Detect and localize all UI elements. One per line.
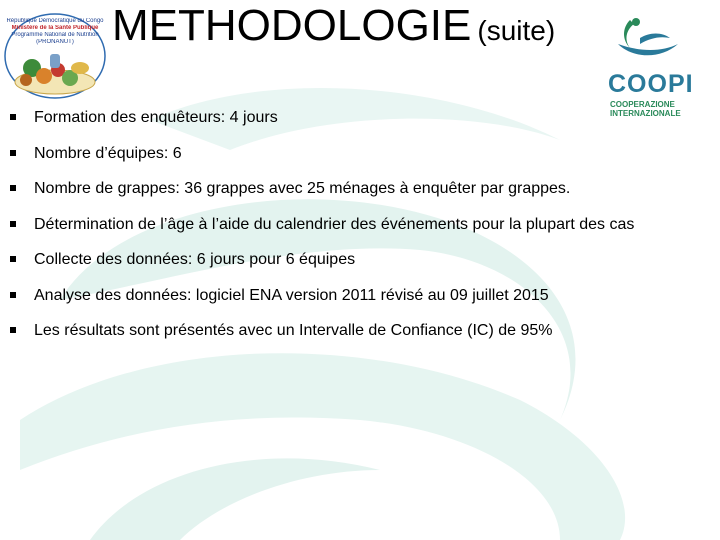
logo-line-country: République Démocratique du Congo — [6, 18, 104, 24]
bullet-icon — [10, 221, 16, 227]
coopi-subtitle-2: INTERNAZIONALE — [610, 109, 681, 118]
bullet-icon — [10, 292, 16, 298]
bullet-icon — [10, 114, 16, 120]
methodology-list — [0, 108, 720, 357]
title-sub: (suite) — [477, 15, 556, 46]
title-main: METHODOLOGIE — [112, 1, 472, 50]
list-item — [0, 144, 720, 180]
pronanut-logo — [2, 10, 108, 102]
bullet-icon — [10, 150, 16, 156]
list-item-text: Formation des enquêteurs: 4 jours — [34, 109, 278, 126]
coopi-subtitle-1: COOPERAZIONE — [610, 100, 675, 109]
list-item-text: Détermination de l’âge à l’aide du calendrier des événements pour la plupart des cas — [34, 215, 635, 233]
list-item — [0, 108, 720, 144]
coopi-logo — [600, 14, 710, 118]
list-item-text: Nombre de grappes: 36 grappes avec 25 ménages à enquêter par grappes. — [34, 180, 571, 197]
coopi-brand: COOPI — [608, 70, 694, 98]
list-item — [0, 286, 720, 322]
list-item-text: Collecte des données: 6 jours pour 6 équipes — [34, 251, 356, 268]
list-item-text: Analyse des données: logiciel ENA version 2011 révisé au 09 juillet 2015 — [34, 286, 549, 304]
bullet-icon — [10, 185, 16, 191]
bullet-icon — [10, 327, 16, 333]
list-item — [0, 250, 720, 286]
list-item-text: Nombre d’équipes: 6 — [34, 144, 182, 162]
list-item — [0, 321, 720, 357]
logo-line-program: Programme National de Nutrition — [11, 32, 99, 38]
bullet-icon — [10, 256, 16, 262]
page-title — [112, 1, 556, 50]
list-item-text: Les résultats sont présentés avec un Intervalle de Confiance (IC) de 95% — [34, 322, 553, 339]
list-item — [0, 215, 720, 251]
logo-line-acronym: (PRONANUT) — [36, 39, 74, 45]
logo-line-ministry: Ministère de la Santé Publique — [11, 25, 99, 31]
coopi-bird-icon — [600, 14, 710, 74]
list-item — [0, 179, 720, 215]
